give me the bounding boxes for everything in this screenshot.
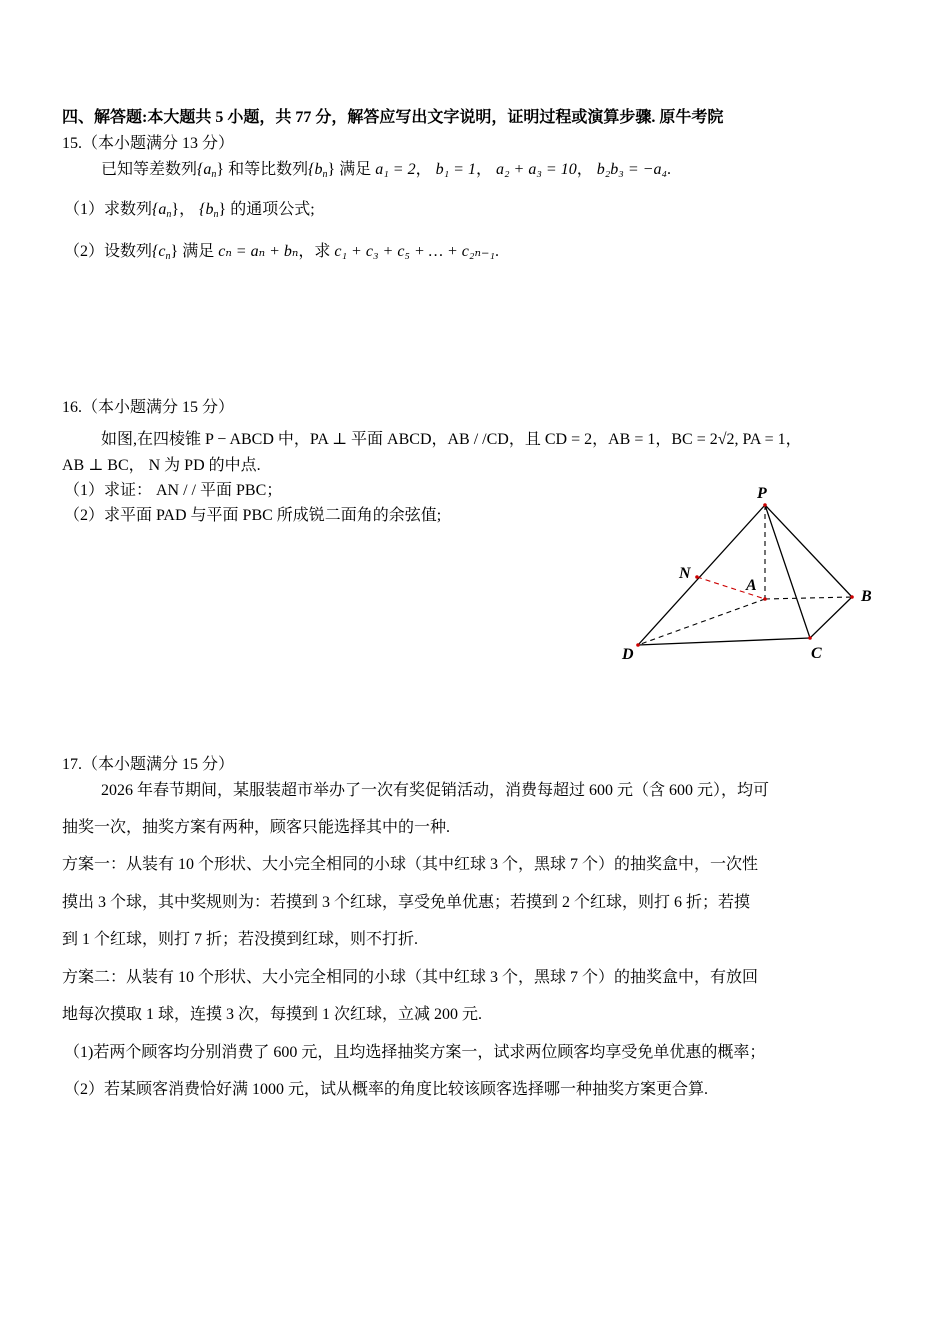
label-D: D <box>622 646 634 663</box>
q17-heading: 17.（本小题满分 15 分） <box>62 756 235 773</box>
section-header: 四、解答题:本大题共 5 小题，共 77 分，解答应写出文字说明，证明过程或演算步骤. 原牛考院 <box>62 109 724 126</box>
q16-stem-line2: AB ⊥ BC， N 为 PD 的中点. <box>62 457 261 474</box>
edge-DC <box>638 638 810 645</box>
seq-a: $\{a_n\}$ <box>197 161 225 180</box>
vertex-P <box>763 503 767 507</box>
q16-heading: 16.（本小题满分 15 分） <box>62 399 235 416</box>
q16-part2: （2）求平面 PAD 与平面 PBC 所成锐二面角的余弦值; <box>64 507 442 524</box>
q15-stem-text-b: 和等比数列 <box>224 161 309 178</box>
q15-stem-text-a: 已知等差数列 <box>101 161 198 178</box>
q17-line2: 抽奖一次，抽奖方案有两种，顾客只能选择其中的一种. <box>62 819 451 836</box>
edge-PD <box>638 505 765 645</box>
label-A: A <box>746 577 757 594</box>
edge-PC <box>765 505 810 638</box>
q16-part1: （1）求证： AN / / 平面 PBC； <box>64 482 283 499</box>
label-N: N <box>679 565 691 582</box>
q17-line5: 到 1 个红球，则打 7 折；若没摸到红球，则不打折. <box>62 931 419 948</box>
cond-b2-b3: b₂b₃ = −a₄ <box>596 161 667 178</box>
vertex-N <box>695 575 699 579</box>
edge-AD <box>638 599 765 645</box>
cn-sum: c₁ + c₃ + c₅ + … + c₂ₙ₋₁ <box>334 243 495 260</box>
label-B: B <box>861 588 872 605</box>
q15-part2: （2）设数列$\{c_n\}$ 满足 cₙ = aₙ + bₙ，求 c₁ + c₃ + c₅ + … + c₂ₙ₋₁. <box>64 243 499 262</box>
pyramid-figure <box>600 475 900 675</box>
cond-a1: a₁ = 2 <box>375 161 416 178</box>
q16-stem-line1: 如图,在四棱锥 P − ABCD 中，PA ⊥ 平面 ABCD，AB / /CD，且 CD = 2，AB = 1，BC = 2√2, PA = 1， <box>101 431 802 448</box>
vertex-D <box>636 643 640 647</box>
q17-line3: 方案一：从装有 10 个形状、大小完全相同的小球（其中红球 3 个，黑球 7 个）的抽奖盒中，一次性 <box>62 856 759 873</box>
seq-b: $\{b_n\}$ <box>308 161 336 180</box>
cond-a2-a3: a₂ + a₃ = 10 <box>495 161 577 178</box>
vertex-C <box>808 636 812 640</box>
q15-stem: 已知等差数列$\{a_n\}$ 和等比数列$\{b_n\}$ 满足 a₁ = 2， b₁ = 1， a₂ + a₃ = 10， b₂b₃ = −a₄. <box>101 161 671 180</box>
edge-CB <box>810 597 852 638</box>
vertex-A <box>763 597 767 601</box>
edge-PB <box>765 505 852 597</box>
label-P: P <box>757 485 767 502</box>
vertex-B <box>850 595 854 599</box>
q17-part2: （2）若某顾客消费恰好满 1000 元，试从概率的角度比较该顾客选择哪一种抽奖方案更合算. <box>64 1081 709 1098</box>
q15-part1: （1）求数列$\{a_n\}$， $\{b_n\}$ 的通项公式; <box>64 201 315 220</box>
q17-line6: 方案二：从装有 10 个形状、大小完全相同的小球（其中红球 3 个，黑球 7 个）的抽奖盒中，有放回 <box>62 969 759 986</box>
edge-AB <box>765 597 852 599</box>
label-C: C <box>811 645 822 662</box>
q17-line7: 地每次摸取 1 球，连摸 3 次，每摸到 1 次红球，立减 200 元. <box>62 1006 483 1023</box>
cond-b1: b₁ = 1 <box>435 161 476 178</box>
q17-line4: 摸出 3 个球，其中奖规则为：若摸到 3 个红球，享受免单优惠；若摸到 2 个红球，则打 6 折；若摸 <box>62 894 751 911</box>
cn-definition: cₙ = aₙ + bₙ <box>218 243 299 260</box>
q17-part1: （1)若两个顾客均分别消费了 600 元，且均选择抽奖方案一，试求两位顾客均享受免单优惠的概率； <box>64 1044 766 1061</box>
q17-line1: 2026 年春节期间，某服装超市举办了一次有奖促销活动，消费每超过 600 元（含 600 元），均可 <box>101 782 770 799</box>
q15-stem-text-c: 满足 <box>335 161 376 178</box>
q15-heading: 15.（本小题满分 13 分） <box>62 135 235 152</box>
